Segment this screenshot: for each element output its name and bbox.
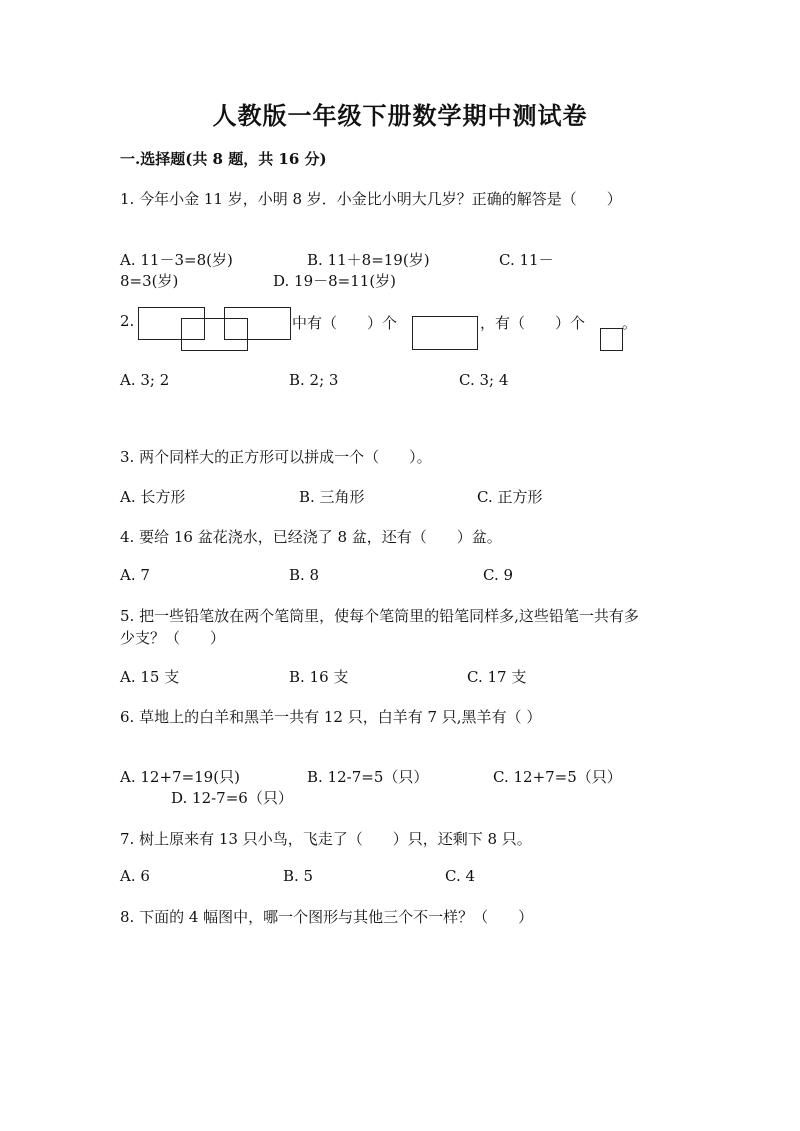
q4-option-a: A. 7 xyxy=(120,566,150,584)
q3-option-b: B. 三角形 xyxy=(299,488,365,506)
question-8-text: 8. 下面的 4 幅图中，哪一个图形与其他三个不一样？（ ） xyxy=(120,908,534,926)
square-shape xyxy=(600,328,623,351)
question-2-text-part2: ，有（ ）个 xyxy=(480,314,586,332)
q1-option-c-continued: 8=3(岁) xyxy=(120,272,179,290)
q1-option-c: C. 11－ xyxy=(499,251,554,269)
q6-option-c: C. 12+7=5（只） xyxy=(493,768,622,786)
q5-option-a: A. 15 支 xyxy=(120,668,180,686)
q2-option-c: C. 3; 4 xyxy=(459,371,509,389)
q6-option-d: D. 12-7=6（只） xyxy=(171,789,293,807)
rectangle-shape xyxy=(412,316,478,350)
q1-option-b: B. 11＋8=19(岁) xyxy=(307,251,430,269)
page-title: 人教版一年级下册数学期中测试卷 xyxy=(212,101,588,130)
question-3-text: 3. 两个同样大的正方形可以拼成一个（ ）。 xyxy=(120,448,432,466)
figure-rect-3 xyxy=(224,307,291,340)
q4-option-c: C. 9 xyxy=(483,566,514,584)
q7-option-a: A. 6 xyxy=(120,867,150,885)
section-heading: 一.选择题(共 8 题，共 16 分) xyxy=(120,150,327,168)
question-6-text: 6. 草地上的白羊和黑羊一共有 12 只，白羊有 7 只,黑羊有（ ） xyxy=(120,708,542,726)
q6-option-b: B. 12-7=5（只） xyxy=(307,768,429,786)
question-7-text: 7. 树上原来有 13 只小鸟，飞走了（ ）只，还剩下 8 只。 xyxy=(120,830,532,848)
q1-option-d: D. 19－8=11(岁) xyxy=(273,272,397,290)
question-1-text: 1. 今年小金 11 岁，小明 8 岁．小金比小明大几岁？正确的解答是（ ） xyxy=(120,190,622,208)
question-4-text: 4. 要给 16 盆花浇水，已经浇了 8 盆，还有（ ）盆。 xyxy=(120,528,502,546)
q2-option-b: B. 2; 3 xyxy=(289,371,339,389)
question-5-text: 5. 把一些铅笔放在两个笔筒里，使每个笔筒里的铅笔同样多,这些铅笔一共有多 xyxy=(120,607,639,625)
q2-option-a: A. 3; 2 xyxy=(120,371,170,389)
q1-option-a: A. 11－3=8(岁) xyxy=(120,251,233,269)
overlapping-rectangles-figure xyxy=(138,307,292,351)
q4-option-b: B. 8 xyxy=(289,566,320,584)
question-2-number: 2. xyxy=(120,312,135,330)
q3-option-c: C. 正方形 xyxy=(477,488,543,506)
question-2-text-part1: 中有（ ）个 xyxy=(292,314,398,332)
q7-option-b: B. 5 xyxy=(283,867,314,885)
q5-option-b: B. 16 支 xyxy=(289,668,349,686)
q6-option-a: A. 12+7=19(只) xyxy=(120,768,240,786)
question-5-text-line2: 少支？（ ） xyxy=(120,629,226,647)
q3-option-a: A. 长方形 xyxy=(120,488,186,506)
q7-option-c: C. 4 xyxy=(445,867,476,885)
q5-option-c: C. 17 支 xyxy=(467,668,527,686)
question-2-text-end: 。 xyxy=(622,314,638,332)
